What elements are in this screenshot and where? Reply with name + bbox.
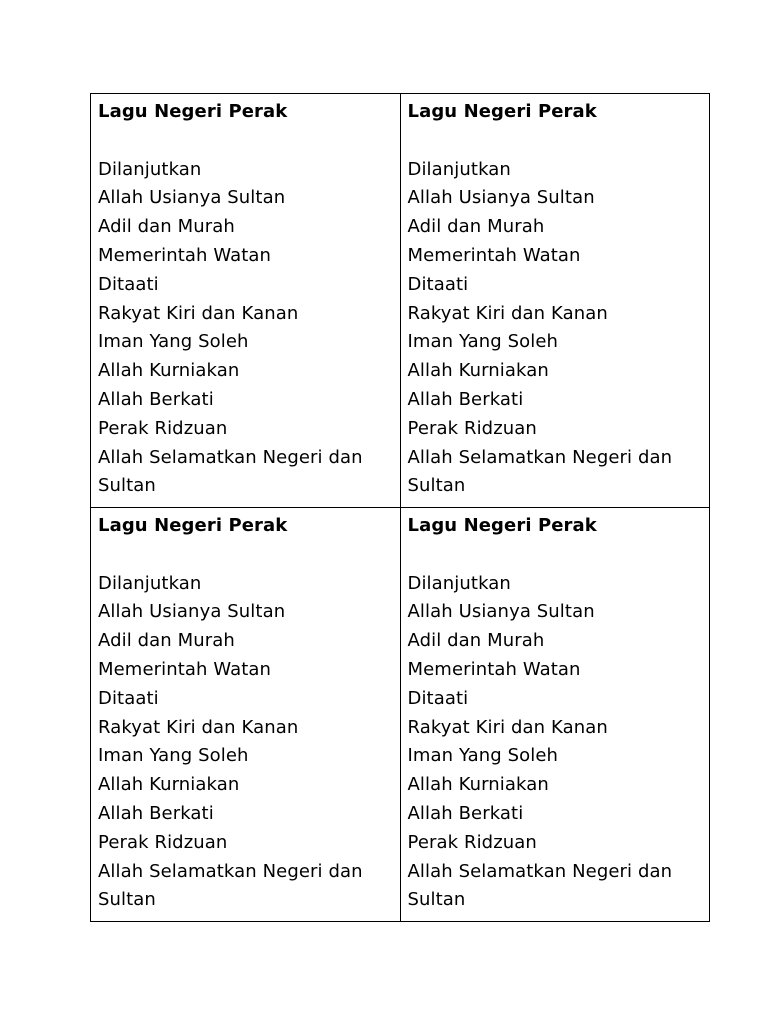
lyric-line: Ditaati	[407, 687, 469, 709]
lyrics-cell	[91, 94, 401, 508]
lyric-line: Memerintah Watan	[407, 658, 581, 680]
lyric-line: Adil dan Murah	[407, 216, 545, 238]
lyric-line: Allah Usianya Sultan	[98, 601, 286, 623]
lyric-line: Rakyat Kiri dan Kanan	[98, 716, 299, 738]
lyric-line: Ditaati	[98, 687, 159, 709]
lyrics-cell-content	[401, 94, 710, 501]
lyrics-lines	[98, 570, 400, 916]
lyric-line: Sultan	[407, 889, 466, 911]
lyric-line: Memerintah Watan	[407, 244, 581, 266]
lyric-line: Allah Usianya Sultan	[407, 187, 595, 209]
lyrics-lines	[408, 156, 710, 502]
lyric-line: Iman Yang Soleh	[98, 745, 249, 767]
song-title: Lagu Negeri Perak	[407, 515, 597, 536]
lyric-line: Rakyat Kiri dan Kanan	[98, 302, 299, 324]
lyric-line: Allah Kurniakan	[98, 774, 240, 796]
lyric-line: Perak Ridzuan	[98, 831, 228, 853]
lyric-line: Allah Selamatkan Negeri dan	[407, 860, 673, 882]
lyric-line: Ditaati	[98, 273, 159, 295]
lyric-line: Allah Berkati	[407, 802, 524, 824]
lyrics-cell	[400, 94, 710, 508]
lyric-line: Allah Berkati	[98, 802, 214, 824]
lyric-line: Memerintah Watan	[98, 658, 272, 680]
song-title: Lagu Negeri Perak	[98, 515, 288, 536]
lyric-line: Allah Usianya Sultan	[98, 187, 286, 209]
lyrics-cell-content	[91, 508, 400, 915]
lyric-line: Rakyat Kiri dan Kanan	[407, 302, 608, 324]
lyric-line: Perak Ridzuan	[98, 417, 228, 439]
table-row	[91, 508, 710, 922]
lyric-line: Allah Berkati	[98, 388, 214, 410]
lyric-line: Adil dan Murah	[407, 630, 545, 652]
lyric-line: Allah Selamatkan Negeri dan	[98, 446, 363, 468]
lyric-line: Allah Kurniakan	[407, 360, 549, 382]
lyrics-cell-content	[91, 94, 400, 501]
lyric-line: Sultan	[407, 475, 466, 497]
lyric-line: Dilanjutkan	[407, 158, 511, 180]
lyric-line: Iman Yang Soleh	[407, 331, 559, 353]
lyric-line: Memerintah Watan	[98, 244, 272, 266]
lyric-line: Perak Ridzuan	[407, 831, 537, 853]
lyrics-cell-content	[401, 508, 710, 915]
lyric-line: Perak Ridzuan	[407, 417, 537, 439]
lyrics-lines	[408, 570, 710, 916]
lyrics-lines	[98, 156, 400, 502]
lyric-line: Allah Selamatkan Negeri dan	[98, 860, 363, 882]
lyric-line: Dilanjutkan	[407, 572, 511, 594]
spacer	[98, 541, 400, 570]
song-title: Lagu Negeri Perak	[407, 101, 597, 122]
lyric-line: Sultan	[98, 475, 156, 497]
lyric-line: Allah Berkati	[407, 388, 524, 410]
spacer	[408, 541, 710, 570]
song-title: Lagu Negeri Perak	[98, 101, 288, 122]
lyric-line: Allah Usianya Sultan	[407, 601, 595, 623]
lyric-line: Allah Selamatkan Negeri dan	[407, 446, 673, 468]
lyric-line: Adil dan Murah	[98, 216, 235, 238]
lyric-line: Iman Yang Soleh	[98, 331, 249, 353]
spacer	[408, 127, 710, 156]
lyric-line: Ditaati	[407, 273, 469, 295]
lyric-line: Iman Yang Soleh	[407, 745, 559, 767]
lyric-line: Allah Kurniakan	[407, 774, 549, 796]
lyric-line: Rakyat Kiri dan Kanan	[407, 716, 608, 738]
spacer	[98, 127, 400, 156]
lyric-line: Dilanjutkan	[98, 572, 202, 594]
lyric-line: Sultan	[98, 889, 156, 911]
lyrics-table	[90, 93, 710, 922]
table-row	[91, 94, 710, 508]
lyric-line: Dilanjutkan	[98, 158, 202, 180]
lyrics-cell	[91, 508, 401, 922]
lyric-line: Allah Kurniakan	[98, 360, 240, 382]
lyrics-cell	[400, 508, 710, 922]
lyric-line: Adil dan Murah	[98, 630, 235, 652]
